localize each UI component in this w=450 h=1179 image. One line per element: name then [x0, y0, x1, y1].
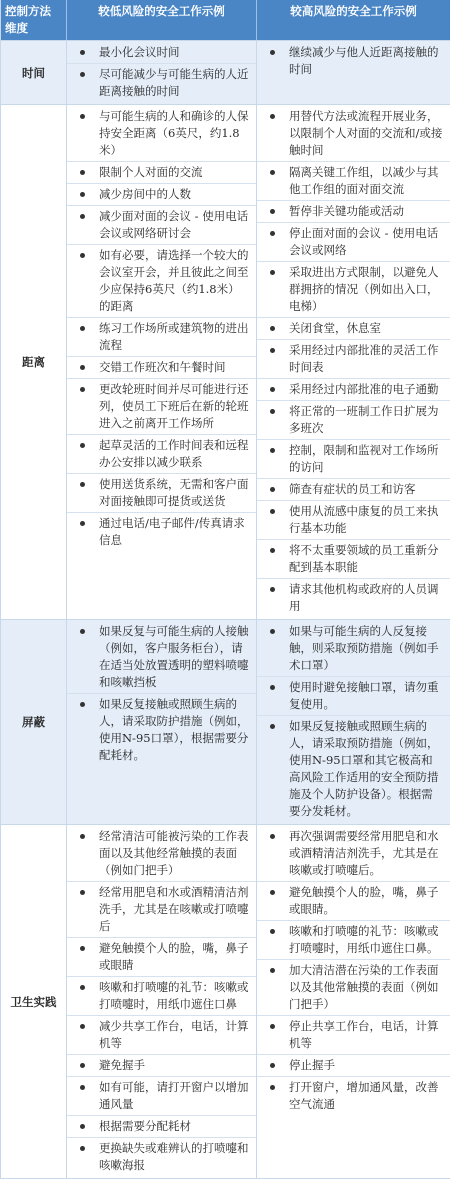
bullet-icon	[270, 231, 275, 236]
bullet-icon	[270, 114, 275, 119]
bullet-icon	[80, 214, 85, 219]
bullet-icon	[270, 1085, 275, 1090]
list-item: 将不太重要领域的员工重新分配到基本职能	[257, 540, 450, 579]
list-item: 停止握手	[257, 1055, 450, 1077]
list-item: 关闭食堂，休息室	[257, 318, 450, 340]
bullet-icon	[80, 1063, 85, 1068]
bullet-icon	[80, 1146, 85, 1151]
bullet-icon	[80, 253, 85, 258]
table-header-row	[1, 0, 450, 41]
bullet-icon	[80, 629, 85, 634]
bullet-icon	[270, 409, 275, 414]
bullet-icon	[270, 170, 275, 175]
bullet-icon	[270, 724, 275, 729]
list-item: 减少面对面的会议 - 使用电话会议或网络研讨会	[67, 206, 256, 245]
dimension-cell: 时间	[1, 41, 67, 105]
header-lower-risk: 较低风险的安全工作示例	[67, 0, 257, 41]
bullet-icon	[270, 629, 275, 634]
list-item: 隔离关键工作组，以减少与其他工作组的面对面交流	[257, 162, 450, 201]
bullet-icon	[270, 348, 275, 353]
list-item: 筛查有症状的员工和访客	[257, 479, 450, 501]
list-item: 暂停非关键功能或活动	[257, 201, 450, 223]
list-item: 交错工作班次和午餐时间	[67, 357, 256, 379]
list-item: 尽可能减少与可能生病的人近距离接触的时间	[67, 64, 256, 102]
table-row-hygiene	[1, 825, 450, 1179]
header-dimension: 控制方法维度	[1, 0, 67, 41]
list-item: 减少共享工作台，电话，计算机等	[67, 1016, 256, 1055]
list-item: 更换缺失或难辨认的打喷嚏和咳嗽海报	[67, 1138, 256, 1176]
lower-risk-cell	[67, 825, 257, 1179]
bullet-icon	[270, 209, 275, 214]
list-item: 使用从流感中康复的员工来执行基本功能	[257, 501, 450, 540]
bullet-icon	[270, 50, 275, 55]
list-item: 避免触摸个人的脸，嘴，鼻子或眼睛。	[257, 882, 450, 921]
list-item: 避免握手	[67, 1055, 256, 1077]
list-item: 再次强调需要经常用肥皂和水或酒精清洁剂洗手，尤其是在咳嗽或打喷嚏后。	[257, 826, 450, 882]
list-item: 起草灵活的工作时间表和远程办公安排以减少联系	[67, 435, 256, 474]
list-item: 继续减少与他人近距离接触的时间	[257, 42, 450, 80]
bullet-icon	[80, 890, 85, 895]
lower-risk-cell	[67, 105, 257, 620]
lower-risk-cell	[67, 41, 257, 105]
list-item: 与可能生病的人和确诊的人保持安全距离（6英尺，约1.8米）	[67, 106, 256, 162]
table-row-time	[1, 41, 450, 105]
header-higher-risk: 较高风险的安全工作示例	[257, 0, 450, 41]
bullet-icon	[270, 448, 275, 453]
list-item: 采取进出方式限制，以避免人群拥挤的情况（例如出入口，电梯）	[257, 262, 450, 318]
bullet-icon	[80, 443, 85, 448]
list-item: 如果与可能生病的人反复接触，则采取预防措施（例如手术口罩）	[257, 621, 450, 677]
list-item: 经常清洁可能被污染的工作表面以及其他经常触摸的表面（例如门把手）	[67, 826, 256, 882]
table-row-shielding	[1, 620, 450, 825]
bullet-icon	[270, 929, 275, 934]
bullet-icon	[270, 270, 275, 275]
list-item: 如有必要，请选择一个较大的会议室开会，并且彼此之间至少应保持6英尺（约1.8米）的距离	[67, 245, 256, 318]
bullet-icon	[80, 946, 85, 951]
list-item: 用替代方法或流程开展业务，以限制个人对面的交流和/或接触时间	[257, 106, 450, 162]
bullet-icon	[270, 685, 275, 690]
list-item: 停止共享工作台，电话，计算机等	[257, 1016, 450, 1055]
list-item: 停止面对面的会议 - 使用电话会议或网络	[257, 223, 450, 262]
bullet-icon	[80, 482, 85, 487]
bullet-icon	[80, 521, 85, 526]
bullet-icon	[270, 1063, 275, 1068]
dimension-cell: 距离	[1, 105, 67, 620]
list-item: 将正常的一班制工作日扩展为多班次	[257, 401, 450, 440]
list-item: 最小化会议时间	[67, 42, 256, 64]
table-row-distance	[1, 105, 450, 620]
bullet-icon	[80, 365, 85, 370]
bullet-icon	[270, 890, 275, 895]
higher-risk-cell	[257, 105, 450, 620]
bullet-icon	[80, 326, 85, 331]
bullet-icon	[270, 509, 275, 514]
higher-risk-cell	[257, 825, 450, 1179]
bullet-icon	[80, 72, 85, 77]
list-item: 使用送货系统，无需和客户面对面接触即可提货或送货	[67, 474, 256, 513]
bullet-icon	[270, 387, 275, 392]
bullet-icon	[80, 985, 85, 990]
bullet-icon	[80, 192, 85, 197]
list-item: 通过电话/电子邮件/传真请求信息	[67, 513, 256, 551]
list-item: 控制，限制和监视对工作场所的访问	[257, 440, 450, 479]
list-item: 减少房间中的人数	[67, 184, 256, 206]
bullet-icon	[270, 548, 275, 553]
bullet-icon	[80, 50, 85, 55]
bullet-icon	[80, 170, 85, 175]
list-item: 请求其他机构或政府的人员调用	[257, 579, 450, 617]
higher-risk-cell	[257, 41, 450, 105]
list-item: 经常用肥皂和水或酒精清洁剂洗手，尤其是在咳嗽或打喷嚏后	[67, 882, 256, 938]
dimension-cell: 卫生实践	[1, 825, 67, 1179]
bullet-icon	[80, 1124, 85, 1129]
lower-risk-cell	[67, 620, 257, 825]
bullet-icon	[80, 834, 85, 839]
bullet-icon	[270, 326, 275, 331]
bullet-icon	[270, 1024, 275, 1029]
list-item: 使用时避免接触口罩，请勿重复使用。	[257, 677, 450, 716]
list-item: 限制个人对面的交流	[67, 162, 256, 184]
bullet-icon	[270, 834, 275, 839]
bullet-icon	[80, 387, 85, 392]
list-item: 咳嗽和打喷嚏的礼节：咳嗽或打喷嚏时，用纸巾遮住口鼻	[67, 977, 256, 1016]
list-item: 如果反复与可能生病的人接触（例如，客户服务柜台），请在适当处放置透明的塑料喷嚏和咳嗽挡板	[67, 621, 256, 694]
bullet-icon	[80, 114, 85, 119]
bullet-icon	[270, 968, 275, 973]
bullet-icon	[80, 1085, 85, 1090]
higher-risk-cell	[257, 620, 450, 825]
bullet-icon	[270, 587, 275, 592]
list-item: 避免触摸个人的脸，嘴，鼻子或眼睛	[67, 938, 256, 977]
list-item: 如有可能，请打开窗户以增加通风量	[67, 1077, 256, 1116]
list-item: 打开窗户，增加通风量，改善空气流通	[257, 1077, 450, 1115]
dimension-cell: 屏蔽	[1, 620, 67, 825]
bullet-icon	[80, 1024, 85, 1029]
list-item: 根据需要分配耗材	[67, 1116, 256, 1138]
list-item: 咳嗽和打喷嚏的礼节：咳嗽或打喷嚏时，用纸巾遮住口鼻。	[257, 921, 450, 960]
list-item: 采用经过内部批准的灵活工作时间表	[257, 340, 450, 379]
list-item: 练习工作场所或建筑物的进出流程	[67, 318, 256, 357]
bullet-icon	[270, 487, 275, 492]
list-item: 如果反复接触或照顾生病的人，请采取防护措施（例如，使用N-95口罩），根据需要分配耗材。	[67, 694, 256, 766]
list-item: 加大清洁潜在污染的工作表面以及其他常触摸的表面（例如门把手）	[257, 960, 450, 1016]
list-item: 更改轮班时间并尽可能进行还列，使员工下班后在新的轮班进入之前离开工作场所	[67, 379, 256, 435]
bullet-icon	[80, 702, 85, 707]
list-item: 如果反复接触或照顾生病的人，请采取预防措施（例如，使用N-95口罩和其它极高和高风险工作适用的安全预防措施及个人防护设备）。根据需要分发耗材。	[257, 716, 450, 822]
list-item: 采用经过内部批准的电子通勤	[257, 379, 450, 401]
